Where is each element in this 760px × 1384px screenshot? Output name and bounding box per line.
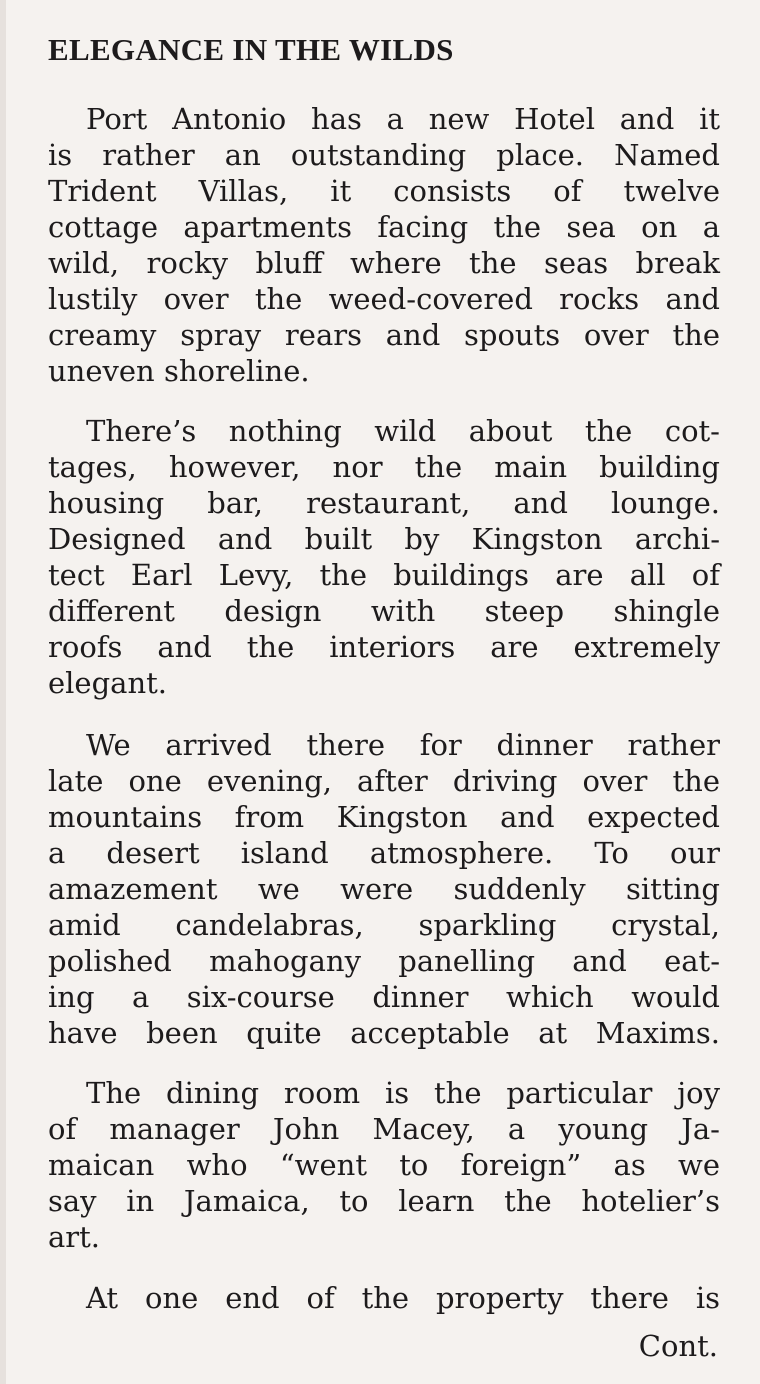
text-line: Trident Villas, it consists of twelve	[48, 174, 720, 208]
text-line: elegant.	[48, 666, 168, 700]
text-line: wild, rocky bluff where the seas break	[48, 246, 720, 280]
text-line: lustily over the weed-covered rocks and	[48, 282, 720, 316]
text-line: housing bar, restaurant, and lounge.	[48, 486, 720, 520]
text-line: Designed and built by Kingston archi-	[48, 522, 720, 556]
text-line: We arrived there for dinner rather	[86, 728, 720, 762]
text-line: tect Earl Levy, the buildings are all of	[48, 558, 720, 592]
text-line: At one end of the property there is	[86, 1281, 720, 1315]
text-line: say in Jamaica, to learn the hotelier’s	[48, 1184, 720, 1218]
text-line: creamy spray rears and spouts over the	[48, 318, 720, 352]
text-line: uneven shoreline.	[48, 354, 310, 388]
text-line: tages, however, nor the main building	[48, 450, 720, 484]
text-line: have been quite acceptable at Maxims.	[48, 1016, 720, 1050]
text-line: ing a six-course dinner which would	[48, 980, 720, 1014]
text-line: is rather an outstanding place. Named	[48, 138, 720, 172]
article-title: ELEGANCE IN THE WILDS	[48, 32, 454, 67]
text-line: Port Antonio has a new Hotel and it	[86, 102, 720, 136]
paragraph-4	[48, 1075, 720, 1255]
text-line: roofs and the interiors are extremely	[48, 630, 720, 664]
page-edge	[0, 0, 6, 1384]
continued-label: Cont.	[638, 1329, 718, 1363]
paragraph-2	[48, 413, 720, 701]
text-line: cottage apartments facing the sea on a	[48, 210, 720, 244]
text-line: mountains from Kingston and expected	[48, 800, 720, 834]
text-line: maican who “went to foreign” as we	[48, 1148, 720, 1182]
text-line: The dining room is the particular joy	[86, 1076, 720, 1110]
text-line: art.	[48, 1220, 101, 1254]
text-line: late one evening, after driving over the	[48, 764, 720, 798]
paragraph-5	[48, 1280, 720, 1316]
text-line: of manager John Macey, a young Ja-	[48, 1112, 720, 1146]
text-line: different design with steep shingle	[48, 594, 720, 628]
paragraph-1	[48, 101, 720, 389]
paragraph-3	[48, 727, 720, 1051]
text-line: amazement we were suddenly sitting	[48, 872, 720, 906]
text-line: a desert island atmosphere. To our	[48, 836, 720, 870]
text-line: polished mahogany panelling and eat-	[48, 944, 720, 978]
text-line: There’s nothing wild about the cot-	[86, 414, 720, 448]
text-line: amid candelabras, sparkling crystal,	[48, 908, 720, 942]
